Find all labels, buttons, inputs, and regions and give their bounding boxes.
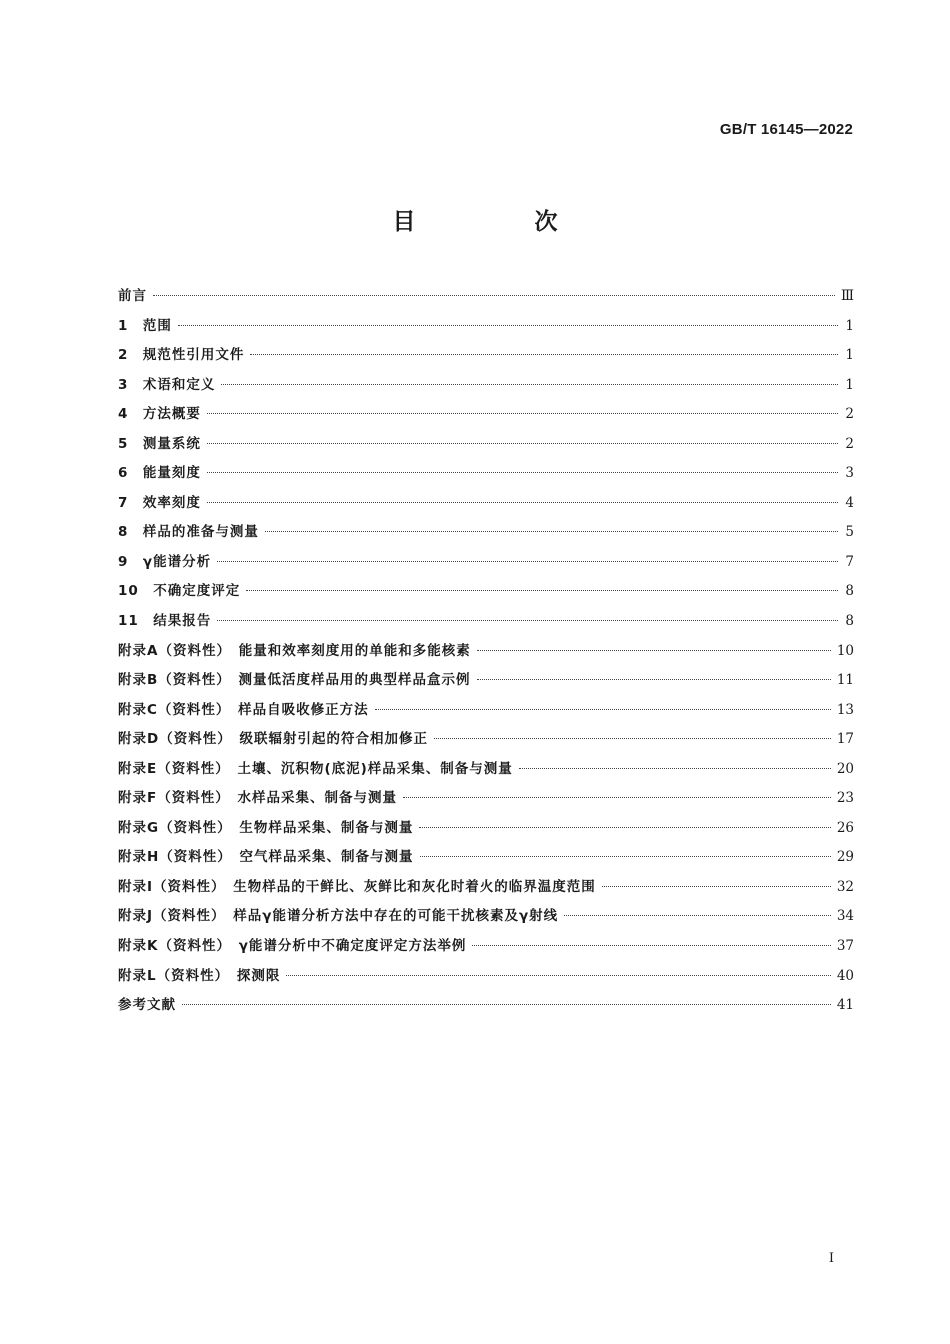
toc-entry-page: 11 (836, 672, 854, 689)
dot-leader (217, 620, 838, 621)
dot-leader (286, 975, 830, 976)
toc-entry-label: 附录G（资料性） 生物样品采集、制备与测量 (118, 819, 414, 836)
dot-leader (178, 325, 838, 326)
standard-code: GB/T 16145—2022 (719, 121, 853, 138)
toc-entry-page: Ⅲ (840, 288, 854, 304)
page-number: I (828, 1251, 834, 1266)
dot-leader (434, 738, 831, 739)
dot-leader (250, 354, 838, 355)
dot-leader (602, 886, 831, 887)
toc-entry-page: 32 (836, 878, 854, 895)
toc-entry-1[interactable] (118, 312, 854, 342)
toc-entry-page: 34 (836, 908, 854, 925)
dot-leader (472, 945, 830, 946)
toc-entry-label: 附录I（资料性） 生物样品的干鲜比、灰鲜比和灰化时着火的临界温度范围 (118, 878, 596, 895)
toc-entry-label: 11 结果报告 (118, 613, 212, 630)
table-of-contents (118, 282, 854, 1021)
toc-entry-page: 8 (845, 583, 854, 600)
dot-leader (207, 502, 838, 503)
toc-entry-label: 4 方法概要 (118, 406, 201, 423)
toc-entry-annex-d[interactable] (118, 725, 854, 755)
toc-entry-11[interactable] (118, 607, 854, 637)
toc-entry-label: 6 能量刻度 (118, 465, 201, 482)
toc-entry-10[interactable] (118, 577, 854, 607)
toc-entry-label: 附录B（资料性） 测量低活度样品用的典型样品盒示例 (118, 672, 471, 689)
toc-entry-label: 附录A（资料性） 能量和效率刻度用的单能和多能核素 (118, 642, 471, 659)
toc-entry-page: 13 (836, 701, 854, 718)
toc-entry-page: 2 (845, 406, 854, 423)
toc-entry-label: 9 γ能谱分析 (118, 553, 212, 570)
toc-entry-5[interactable] (118, 430, 854, 460)
dot-leader (477, 679, 831, 680)
toc-entry-6[interactable] (118, 459, 854, 489)
toc-entry-label: 1 范围 (118, 317, 172, 334)
toc-entry-label: 附录C（资料性） 样品自吸收修正方法 (118, 701, 369, 718)
toc-entry-label: 附录D（资料性） 级联辐射引起的符合相加修正 (118, 731, 428, 748)
toc-entry-label: 10 不确定度评定 (118, 583, 241, 600)
dot-leader (217, 561, 838, 562)
toc-entry-page: 1 (845, 376, 854, 393)
toc-entry-7[interactable] (118, 489, 854, 519)
toc-entry-page: 1 (845, 347, 854, 364)
toc-entry-label: 8 样品的准备与测量 (118, 524, 259, 541)
toc-entry-page: 23 (836, 790, 854, 807)
toc-entry-3[interactable] (118, 371, 854, 401)
toc-entry-label: 附录L（资料性） 探测限 (118, 967, 281, 984)
toc-entry-label: 附录K（资料性） γ能谱分析中不确定度评定方法举例 (118, 938, 467, 955)
dot-leader (420, 856, 831, 857)
toc-entry-label: 2 规范性引用文件 (118, 347, 245, 364)
toc-entry-annex-g[interactable] (118, 814, 854, 844)
dot-leader (564, 915, 831, 916)
dot-leader (207, 443, 838, 444)
toc-entry-page: 40 (836, 967, 854, 984)
toc-entry-page: 5 (845, 524, 854, 541)
toc-entry-bibliography[interactable] (118, 991, 854, 1021)
toc-entry-label: 附录E（资料性） 土壤、沉积物(底泥)样品采集、制备与测量 (118, 760, 513, 777)
toc-entry-annex-l[interactable] (118, 962, 854, 992)
dot-leader (419, 827, 830, 828)
toc-entry-annex-f[interactable] (118, 784, 854, 814)
toc-entry-page: 41 (836, 997, 854, 1014)
toc-entry-foreword[interactable] (118, 282, 854, 312)
toc-entry-label: 附录H（资料性） 空气样品采集、制备与测量 (118, 849, 414, 866)
toc-entry-annex-j[interactable] (118, 902, 854, 932)
toc-entry-annex-c[interactable] (118, 696, 854, 726)
toc-entry-annex-i[interactable] (118, 873, 854, 903)
dot-leader (246, 590, 838, 591)
toc-entry-annex-h[interactable] (118, 843, 854, 873)
dot-leader (477, 650, 831, 651)
toc-entry-annex-a[interactable] (118, 637, 854, 667)
toc-entry-label: 5 测量系统 (118, 435, 201, 452)
toc-entry-page: 8 (845, 613, 854, 630)
toc-entry-page: 26 (836, 819, 854, 836)
dot-leader (403, 797, 831, 798)
toc-entry-page: 29 (836, 849, 854, 866)
dot-leader (519, 768, 831, 769)
dot-leader (265, 531, 838, 532)
toc-entry-page: 20 (836, 760, 854, 777)
toc-entry-label: 3 术语和定义 (118, 376, 216, 393)
toc-entry-9[interactable] (118, 548, 854, 578)
toc-entry-page: 2 (845, 435, 854, 452)
toc-entry-label: 附录J（资料性） 样品γ能谱分析方法中存在的可能干扰核素及γ射线 (118, 908, 559, 925)
toc-entry-annex-b[interactable] (118, 666, 854, 696)
dot-leader (375, 709, 831, 710)
toc-entry-2[interactable] (118, 341, 854, 371)
dot-leader (182, 1004, 831, 1005)
toc-entry-page: 4 (845, 494, 854, 511)
toc-entry-label: 前言 (118, 288, 147, 304)
toc-entry-page: 3 (845, 465, 854, 482)
dot-leader (207, 472, 838, 473)
dot-leader (153, 295, 835, 296)
toc-entry-page: 37 (836, 938, 854, 955)
toc-entry-page: 1 (845, 317, 854, 334)
toc-entry-8[interactable] (118, 518, 854, 548)
toc-entry-page: 10 (836, 642, 854, 659)
toc-entry-annex-k[interactable] (118, 932, 854, 962)
toc-entry-annex-e[interactable] (118, 755, 854, 785)
toc-entry-label: 附录F（资料性） 水样品采集、制备与测量 (118, 790, 397, 807)
toc-entry-page: 7 (845, 553, 854, 570)
page-title: 目 次 (392, 209, 606, 235)
toc-entry-label: 参考文献 (118, 997, 176, 1014)
toc-entry-page: 17 (836, 731, 854, 748)
toc-entry-label: 7 效率刻度 (118, 494, 201, 511)
dot-leader (221, 384, 838, 385)
dot-leader (207, 413, 838, 414)
toc-entry-4[interactable] (118, 400, 854, 430)
